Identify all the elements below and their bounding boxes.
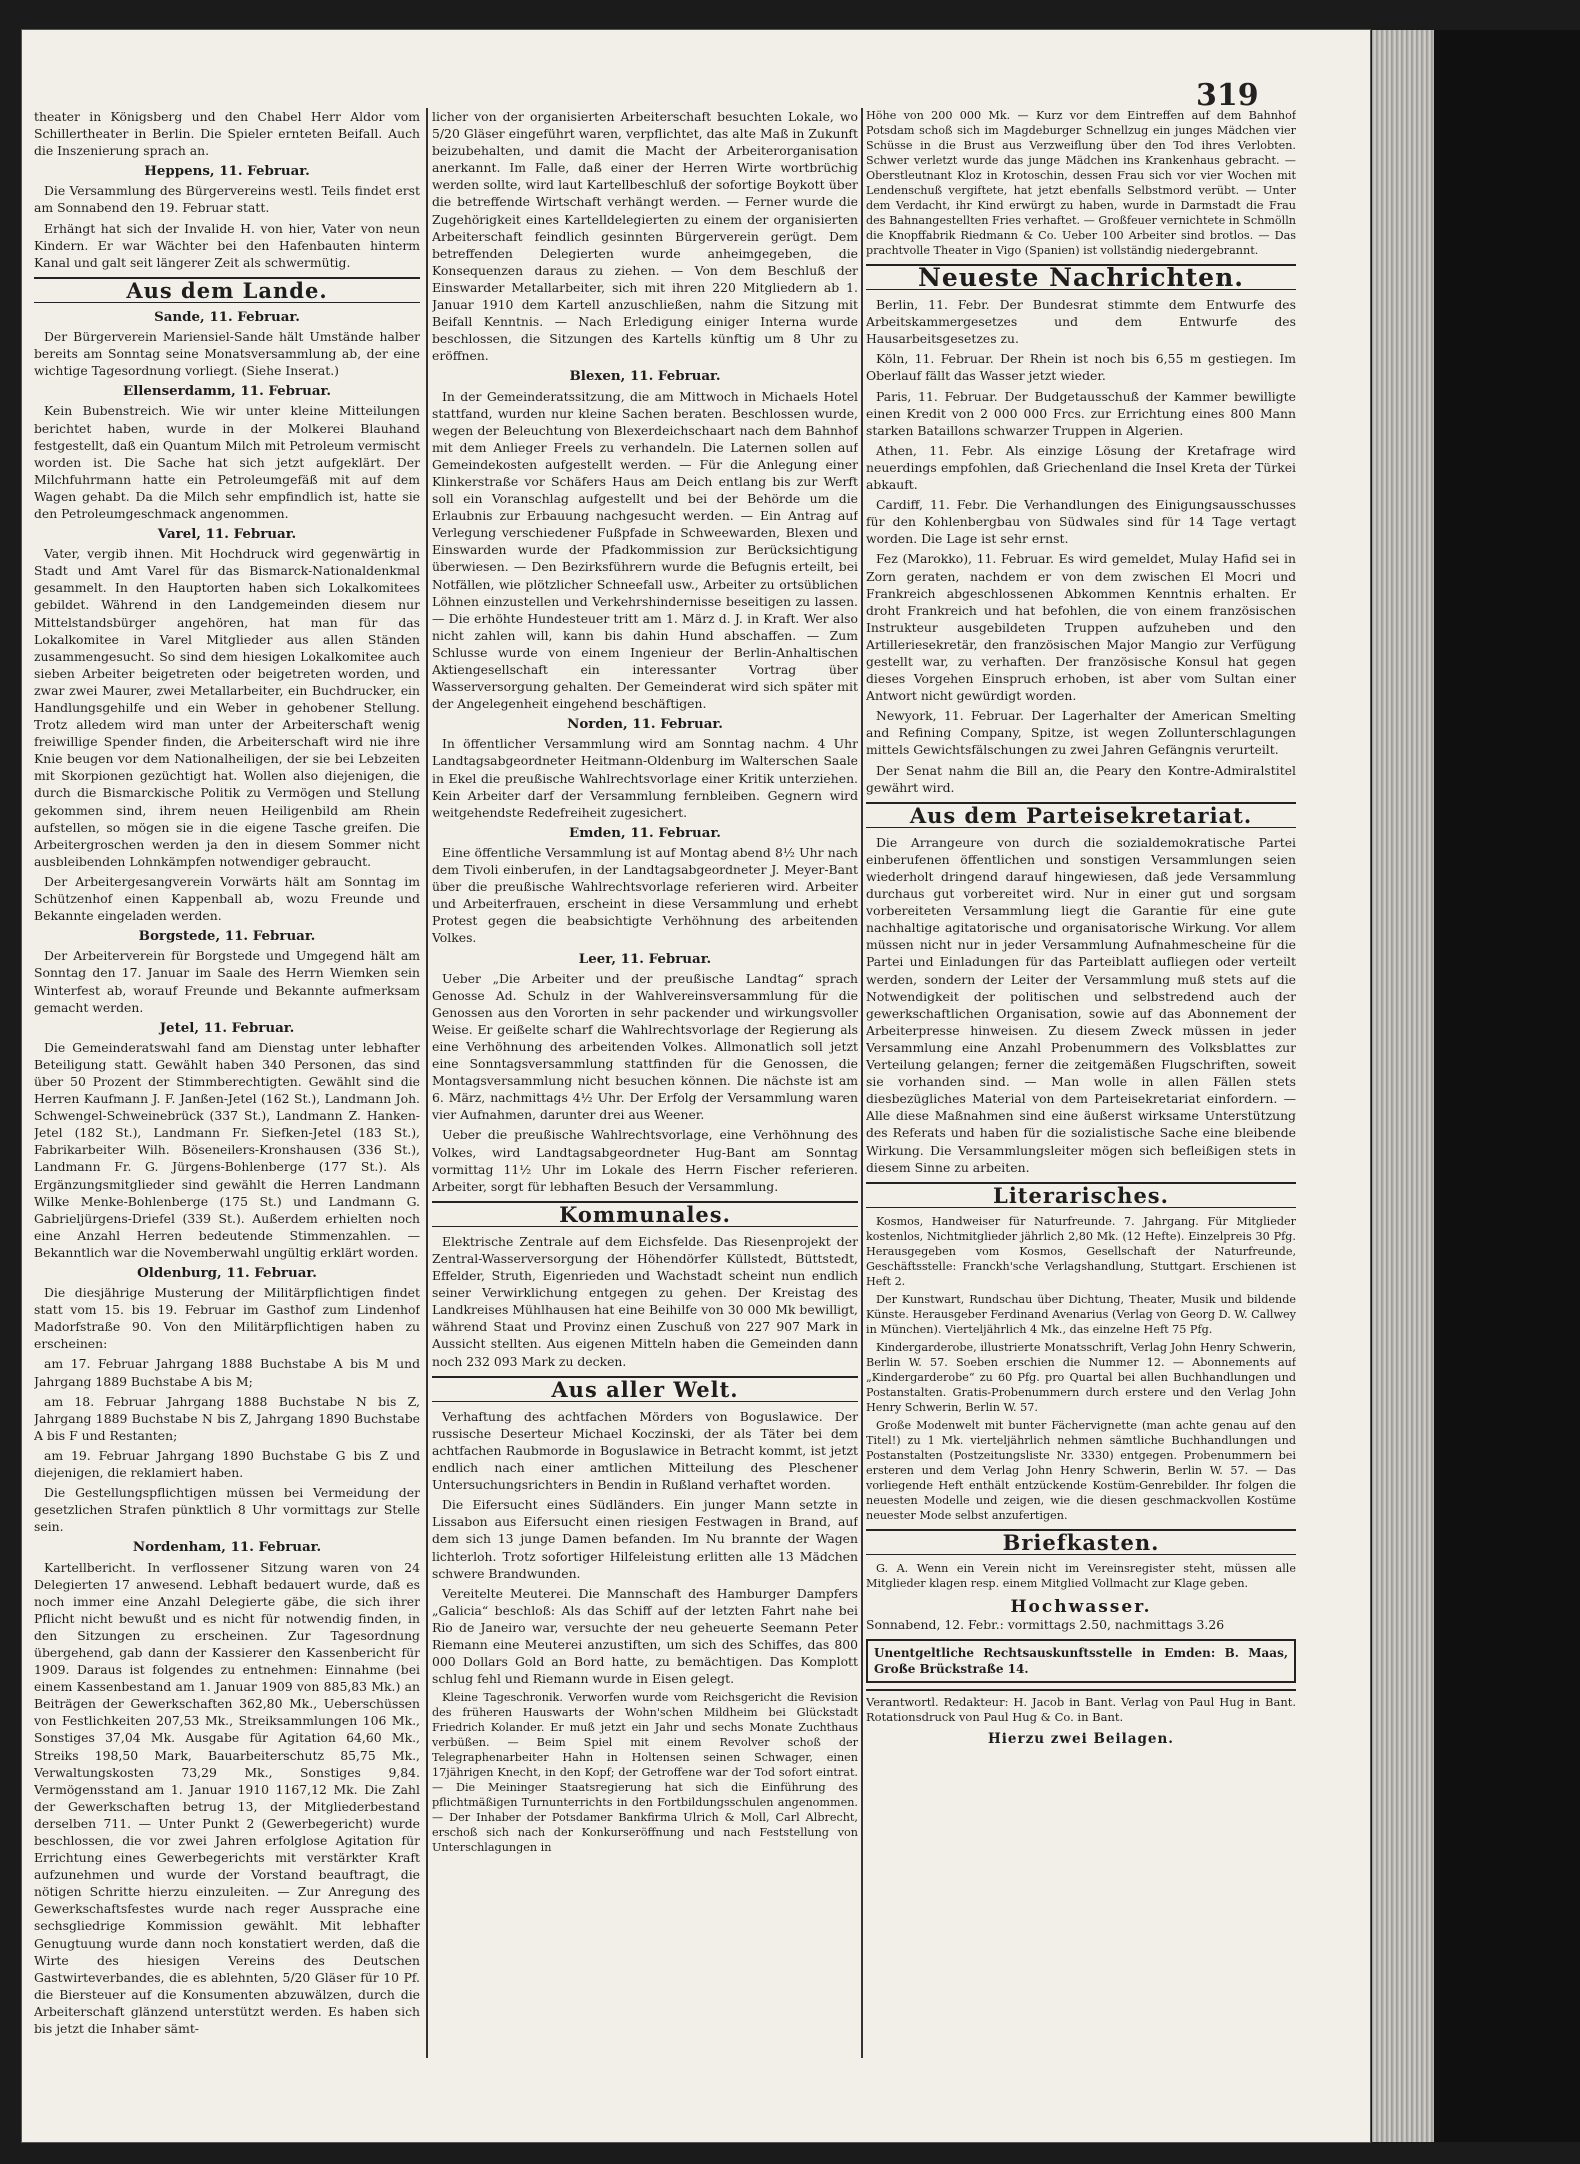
article-paragraph: theater in Königsberg und den Chabel Herr Aldor vom Schillertheater in Berlin. Die Spieler ernteten Beifall. Auch die Inszenierung sprach an. [34,109,420,159]
column-3 [866,108,1296,2028]
dateline-heading: Sande, 11. Februar. [154,308,300,325]
section-heading: Kommunales. [432,1201,858,1227]
article-paragraph: Erhängt hat sich der Invalide H. von hier, Vater von neun Kindern. Er war Wächter bei den Hafenbauten hinterm Kanal und galt seit längerer Zeit als schwermütig. [34,220,420,270]
article-paragraph: Vater, vergib ihnen. Mit Hochdruck wird gegenwärtig in Stadt und Amt Varel für das Bismarck-Nationaldenkmal gesammelt. In den Hauptorten haben sich Lokalkomitees gebildet. Während in den Landgemeinden diesem nur Mittelstandsbürger angehören, hat man für das Lokalkomitee in Varel Mitglieder aus allen Ständen zusammengesucht. So sind dem hiesigen Lokalkomitee auch sieben Arbeiter beigetreten oder beigetreten worden, und zwar zwei Maurer, zwei Metallarbeiter, ein Buchdrucker, ein Handlungsgehilfe und ein Weber in gehobener Stellung. Trotz alledem wird man unter der Arbeiterschaft wenig freiwillige Spender finden, die Arbeiterschaft wird nie ihre Knie beugen vor dem Nationalheiligen, der sie bei Lebzeiten mit Skorpionen gezüchtigt hat. Wollen also diejenigen, die durch die Bismarckische Politik zu Vermögen und Stellung gekommen sind, ihrem neuen Heiligenbild am Rhein aufstellen, so mögen sie in die eigene Tasche greifen. Die Arbeitergroschen werden ja den in diesem Sommer nicht ausbleibenden Lohnkämpfen notwendiger gebraucht. [34,546,420,869]
article-paragraph: Ueber die preußische Wahlrechtsvorlage, eine Verhöhnung des Volkes, wird Landtagsabgeordneter Hug-Bant am Sonntag vormittag 11½ Uhr im Lokale des Herrn Fischer referieren. Arbeiter, sorgt für lebhaften Besuch der Versammlung. [432,1127,858,1194]
article-paragraph: Der Bürgerverein Mariensiel-Sande hält Umstände halber bereits am Sonntag seine Monatsversammlung ab, der eine wichtige Tagesordnung vorliegt. (Siehe Inserat.) [34,329,420,379]
dateline-heading: Oldenburg, 11. Februar. [137,1265,317,1281]
article-paragraph: Die Gestellungspflichtigen müssen bei Vermeidung der gesetzlichen Strafen pünktlich 8 Uhr vormittags zur Stelle sein. [34,1485,420,1535]
article-paragraph: Der Kunstwart, Rundschau über Dichtung, Theater, Musik und bildende Künste. Herausgeber Ferdinand Avenarius (Verlag von Georg D. W. Callwey in München). Vierteljährlich 4 Mk., das einzelne Heft 75 Pfg. [866,1292,1296,1336]
column-rule-1 [426,108,428,2058]
dateline-heading: Ellenserdamm, 11. Februar. [122,383,332,400]
article-paragraph: Höhe von 200 000 Mk. — Kurz vor dem Eintreffen auf dem Bahnhof Potsdam schoß sich im Magdeburger Schnellzug ein junges Mädchen vier Schüsse in die Brust aus Verzweiflung über den Tod ihres Verlobten. Schwer verletzt wurde das junge Mädchen ins Krankenhaus gebracht. — Oberstleutnant Kloz in Krotoschin, dessen Frau sich vor vier Wochen mit Lendenschuß vergiftete, hat jetzt ebenfalls Selbstmord verübt. — Unter dem Verdacht, ihr Kind erwürgt zu haben, wurde in Darmstadt die Frau des Bahnangestellten Fries verhaftet. — Großfeuer vernichtete in Schmölln die Knopffabrik Riedmann & Co. Ueber 100 Arbeiter sind brotlos. — Das prachtvolle Theater in Vigo (Spanien) ist vollständig niedergebrannt. [866,109,1296,257]
article-paragraph: Vereitelte Meuterei. Die Mannschaft des Hamburger Dampfers „Galicia“ beschloß: Als das Schiff auf der letzten Fahrt nahe bei Rio de Janeiro war, versuchte der neu geheuerte Seemann Peter Riemann eine Meuterei anzustiften, um sich des Schiffes, das 800 000 Dollars Gold an Bord hatte, zu bemächtigen. Das Komplott schlug fehl und Riemann wurde in Eisen gelegt. [432,1585,858,1687]
section-heading: Literarisches. [866,1182,1296,1208]
column-rule-2 [861,108,863,2058]
article-paragraph: Die Versammlung des Bürgervereins westl. Teils findet erst am Sonnabend den 19. Februar statt. [34,183,420,216]
article-paragraph: Kosmos, Handweiser für Naturfreunde. 7. Jahrgang. Für Mitglieder kostenlos, Nichtmitglieder jährlich 2,80 Mk. (12 Hefte). Einzelpreis 30 Pfg. Herausgegeben vom Kosmos, Gesellschaft der Naturfreunde, Geschäftsstelle: Franckh'sche Verlagshandlung, Stuttgart. Erschienen ist Heft 2. [866,1214,1296,1288]
article-paragraph: Der Arbeiterverein für Borgstede und Umgegend hält am Sonntag den 17. Januar im Saale des Herrn Wiemken sein Winterfest ab, worauf Freunde und Bekannte aufmerksam gemacht werden. [34,948,420,1015]
article-paragraph: Köln, 11. Februar. Der Rhein ist noch bis 6,55 m gestiegen. Im Oberlauf fällt das Wasser jetzt wieder. [866,351,1296,384]
article-paragraph: In öffentlicher Versammlung wird am Sonntag nachm. 4 Uhr Landtagsabgeordneter Heitmann-Oldenburg im Walterschen Saale in Ekel die preußische Wahlrechtsvorlage einer Kritik unterziehen. Kein Arbeiter darf der Versammlung fernbleiben. Gegnern wird weitgehendste Redefreiheit zugesichert. [432,736,858,820]
article-paragraph: Newyork, 11. Februar. Der Lagerhalter der American Smelting and Refining Company, Spitze, ist wegen Zollunterschlagungen mittels Gewichtsfälschungen zu zwei Jahren Gefängnis verurteilt. [866,708,1296,758]
imprint-line: Verantwortl. Redakteur: H. Jacob in Bant. Verlag von Paul Hug in Bant. Rotationsdruck von Paul Hug & Co. in Bant. [866,1689,1296,1725]
article-paragraph: Kleine Tageschronik. Verworfen wurde vom Reichsgericht die Revision des früheren Hauswarts der Wohn'schen Mildheim bei Glückstadt Friedrich Kolander. Er muß jetzt ein Jahr und sechs Monate Zuchthaus verbüßen. — Beim Spiel mit einem Revolver schoß der Telegraphenarbeiter Hahn in Holtensen seinen Schwager, einen 17jährigen Knecht, in den Kopf; der Getroffene war der Tod sofort eintrat. — Die Meininger Staatsregierung hat sich die Einführung des pflichtmäßigen Turnunterrichts in den Fortbildungsschulen angenommen. — Der Inhaber der Potsdamer Bankfirma Ulrich & Moll, Carl Albrecht, erschoß sich nach der Konkurseröffnung und nach Feststellung von Unterschlagungen in [432,1691,858,1855]
dateline-heading: Borgstede, 11. Februar. [138,928,316,945]
article-paragraph: Kindergarderobe, illustrierte Monatsschrift, Verlag John Henry Schwerin, Berlin W. 57. Soeben erschien die Nummer 12. — Abonnements auf „Kindergarderobe“ zu 60 Pfg. pro Quartal bei allen Buchhandlungen und Postanstalten. Gratis-Probenummern durch erstere und den Verlag John Henry Schwerin, Berlin W. 57. [866,1340,1296,1414]
article-paragraph: Die diesjährige Musterung der Militärpflichtigen findet statt vom 15. bis 19. Februar im Gasthof zum Lindenhof Madorfstraße 90. Von den Militärpflichtigen haben zu erscheinen: [34,1285,420,1352]
page-stack-edge [1372,30,1434,2142]
article-paragraph: Verhaftung des achtfachen Mörders von Boguslawice. Der russische Deserteur Michael Koczinski, der als Täter bei dem achtfachen Raubmorde in Boguslawice in Betracht kommt, ist jetzt endlich nach einer amtlichen Mitteilung des Pleschener Untersuchungsrichters in Bendin in Rußland verhaftet worden. [432,1408,858,1493]
dateline-heading: Nordenham, 11. Februar. [132,1539,322,1556]
article-paragraph: Paris, 11. Februar. Der Budgetausschuß der Kammer bewilligte einen Kredit von 2 000 000 Frcs. zur Errichtung eines 800 Mann starken Bataillons schwarzer Truppen in Algerien. [866,388,1296,438]
article-paragraph: Große Modenwelt mit bunter Fächervignette (man achte genau auf den Titel!) zu 1 Mk. vierteljährlich nehmen sämtliche Buchhandlungen und Postanstalten (Postzeitungsliste Nr. 3330) entgegen. Probenummern bei ersteren und dem Verlag John Henry Schwerin, Berlin W. 57. — Das vorliegende Heft enthält entzückende Kostüm-Genrebilder. Ihr folgen die neuesten Modelle und zeigen, wie die diesen geschmackvollen Kostüme neuester Mode selbst anzufertigen. [866,1418,1296,1522]
dateline-heading: Norden, 11. Februar. [567,716,723,733]
section-heading: Aus dem Lande. [34,277,420,303]
dateline-heading: Varel, 11. Februar. [157,526,297,543]
article-paragraph: Cardiff, 11. Febr. Die Verhandlungen des Einigungsausschusses für den Kohlenbergbau von Südwales sind für 14 Tage vertagt worden. Die Lage ist sehr ernst. [866,497,1296,547]
article-paragraph: Kartellbericht. In verflossener Sitzung waren von 24 Delegierten 17 anwesend. Lebhaft bedauert wurde, daß es noch immer eine Anzahl Delegierte gäbe, die sich ihrer Pflicht nicht bewußt und es nicht für notwendig finden, in den Sitzungen zu erscheinen. Zur Tagesordnung übergehend, gab dann der Kassierer den Kassenbericht für 1909. Daraus ist folgendes zu entnehmen: Einnahme (bei einem Kassenbestand am 1. Januar 1909 von 885,83 Mk.) an Beiträgen der Gewerkschaften 362,80 Mk., Ueberschüssen von Festlichkeiten 207,53 Mk., Streiksammlungen 106 Mk., Sonstiges 37,04 Mk. Ausgabe für Agitation 64,60 Mk., Streiks 198,50 Mark, Bauarbeiterschutz 85,75 Mk., Verwaltungskosten 73,29 Mk., Sonstiges 9,84. Vermögensstand am 1. Januar 1910 1167,12 Mk. Die Zahl der Gewerkschaften betrug 13, der Mitgliederbestand derselben 711. — Unter Punkt 2 (Gewerbegericht) wurde beschlossen, die vor zwei Jahren erfolglose Agitation für Errichtung eines Gewerbegerichts mit verstärkter Kraft aufzunehmen und wurde der Vorstand beauftragt, die nötigen Schritte hierzu einzuleiten. — Zur Anregung des Gewerkschaftsfestes wurde nach reger Aussprache eine sechsgliedrige Kommission gewählt. Mit lebhafter Genugtuung wurde dann noch konstatiert werden, daß die Wirte des hiesigen Vereins des Deutschen Gastwirteverbandes, die es ablehnten, 5/20 Gläser für 10 Pf. die Biersteuer auf die Konsumenten abzuwälzen, durch die Arbeiterschaft glänzend unterstützt werden. Es haben sich bis jetzt die Inhaber sämt- [34,1559,420,2037]
article-paragraph: Der Arbeitergesangverein Vorwärts hält am Sonntag im Schützenhof einen Kappenball ab, wozu Freunde und Bekannte eingeladen werden. [34,873,420,924]
article-paragraph: am 19. Februar Jahrgang 1890 Buchstabe G bis Z und diejenigen, die reklamiert haben. [34,1447,420,1481]
article-paragraph: In der Gemeinderatssitzung, die am Mittwoch in Michaels Hotel stattfand, wurden nur kleine Sachen beraten. Beschlossen wurde, wegen der Beleuchtung von Blexerdeichschaart nach dem Bahnhof mit dem Anlieger Freels zu verhandeln. Die Laternen sollen auf Gemeindekosten aufgestellt werden. — Für die Anlegung einer Klinkerstraße vor Schäfers Haus am Deich entlang bis zur Werft soll ein Voranschlag aufgestellt und bei der Behörde um die Erlaubnis zur Erbauung nachgesucht werden. — Ein Antrag auf Verlegung verschiedener Fußpfade in Schweewarden, Blexen und Einswarden wurde der Pfadkommission zur Berücksichtigung überwiesen. — Den Bezirksführern wurde die Befugnis erteilt, bei Notfällen, wie plötzlicher Schneefall usw., Arbeiter zu ortsüblichen Löhnen einzustellen und Verkehrshindernisse beseitigen zu lassen. — Die erhöhte Hundesteuer tritt am 1. März d. J. in Kraft. Wer also nicht zahlen will, kann bis dahin Hund abschaffen. — Zum Schlusse wurde von einem Ingenieur der Berlin-Anhaltischen Aktiengesellschaft ein interessanter Vortrag über Wasserversorgung gehalten. Der Gemeinderat wird sich später mit der Angelegenheit eingehend beschäftigen. [432,388,858,712]
dateline-heading: Heppens, 11. Februar. [144,163,310,180]
article-paragraph: Der Senat nahm die Bill an, die Peary den Kontre-Admiralstitel gewährt wird. [866,762,1296,795]
page-number: 319 [1196,78,1259,113]
article-paragraph: Sonnabend, 12. Febr.: vormittags 2.50, nachmittags 3.26 [866,1616,1225,1632]
article-paragraph: Fez (Marokko), 11. Februar. Es wird gemeldet, Mulay Hafid sei in Zorn geraten, nachdem er von dem zwischen El Mocri und Frankreich abgeschlossenen Abkommen Kenntnis erhalten. Er droht Frankreich und hat befohlen, die von einem französischen Instrukteur ausgebildeten Truppen aufzuheben und den Artilleriesekretär, den französischen Major Mangio zur Verfügung gestellt war, zu verhaften. Der französische Konsul hat gegen dieses Vorgehen Einspruch erhoben, ist aber vom Sultan einer Antwort nicht gewürdigt worden. [866,551,1296,704]
book-binding [1434,30,1580,2142]
dateline-heading: Emden, 11. Februar. [569,824,721,841]
article-paragraph: Kein Bubenstreich. Wie wir unter kleine Mitteilungen berichtet haben, wurde in der Molkerei Blauhand festgestellt, daß ein Quantum Milch mit Petroleum vermischt worden ist. Die Sache hat sich jetzt aufgeklärt. Der Milchfuhrmann hatte ein Petroleumgefäß mit auf dem Wagen gehabt. Da die Milch sehr empfindlich ist, hatte sie den Petroleumgeschmack angenommen. [34,403,420,521]
article-paragraph: Die Arrangeure von durch die sozialdemokratische Partei einberufenen öffentlichen und sonstigen Versammlungen seien wiederholt dringend darauf hingewiesen, daß jede Versammlung durchaus gut vorbereitet wird. Nur in einer gut und sorgsam vorbereiteten Versammlung liegt die Garantie für eine gute nachhaltige agitatorische und organisatorische Wirkung. Vor allem müssen nicht nur in jeder Versammlung Aufnahmescheine für die Partei und Einladungen für das Parteiblatt aufliegen oder verteilt werden, sondern der Leiter der Versammlung muß stets auf die Notwendigkeit der politischen und selbstredend auch der gewerkschaftlichen Organisation, sowie auf das Abonnement der Arbeiterpresse hinweisen. Zu diesem Zweck müssen in jeder Versammlung eine Anzahl Probenummern des Volksblattes zur Verteilung gelangen; ferner die zeitgemäßen Flugschriften, soweit sie vorhanden sind. — Man wolle in allen Fällen stets diesbezügliches Material von dem Parteisekretariat einfordern. — Alle diese Maßnahmen sind eine äußerst wirksame Unterstützung des Referats und haben für die sozialistische Sache eine bleibende Wirkung. Die Versammlungsleiter mögen sich befleißigen stets in diesem Sinne zu arbeiten. [866,834,1296,1175]
section-heading: Hochwasser. [1010,1596,1152,1617]
article-paragraph: Berlin, 11. Febr. Der Bundesrat stimmte dem Entwurfe des Arbeitskammergesetzes und dem Entwurfe des Hausarbeitsgesetzes zu. [866,297,1296,347]
column-2 [432,108,858,2068]
column-1 [34,108,420,2068]
dateline-heading: Jetel, 11. Februar. [159,1019,295,1036]
section-heading: Aus dem Parteisekretariat. [866,802,1296,828]
article-paragraph: Ueber „Die Arbeiter und der preußische Landtag“ sprach Genosse Ad. Schulz in der Wahlvereinsversammlung für die Genossen aus den Vororten in sehr packender und wirkungsvoller Weise. Er geißelte scharf die Wahlrechtsvorlage der Regierung als eine Verhöhnung des arbeitenden Volkes. Allmonatlich soll jetzt eine Sonntagsversammlung stattfinden für die Genossen, die Montagsversammlung nicht besuchen können. Die nächste ist am 6. März, nachmittags 4½ Uhr. Der Erfolg der Versammlung waren vier Aufnahmen, darunter drei aus Weener. [432,970,858,1123]
article-paragraph: Athen, 11. Febr. Als einzige Lösung der Kretafrage wird neuerdings empfohlen, daß Griechenland die Insel Kreta der Türkei abkauft. [866,442,1296,493]
article-paragraph: Die Gemeinderatswahl fand am Dienstag unter lebhafter Beteiligung statt. Gewählt haben 340 Personen, das sind über 50 Prozent der Stimmberechtigten. Gewählt sind die Herren Kaufmann J. F. Janßen-Jetel (162 St.), Landmann Joh. Schwengel-Schweinebrück (337 St.), Landmann Z. Hanken-Jetel (182 St.), Landmann Fr. Siefken-Jetel (183 St.), Fabrikarbeiter Wilh. Böseneilers-Kronshausen (336 St.), Landmann Fr. G. Jürgens-Bohlenberge (177 St.). Als Ergänzungsmitglieder sind gewählt die Herren Landmann Wilke Menke-Bohlenberge (175 St.) und Landmann G. Gabrieljürgens-Driefel (339 St.). Außerdem erhielten noch eine Anzahl Herren bedeutende Stimmenzahlen. — Bekanntlich war die Novemberwahl ungültig erklärt worden. [34,1039,420,1260]
article-paragraph: am 18. Februar Jahrgang 1888 Buchstabe N bis Z, Jahrgang 1889 Buchstabe N bis Z, Jahrgang 1890 Buchstabe A bis F und Restanten; [34,1393,420,1443]
article-paragraph: am 17. Februar Jahrgang 1888 Buchstabe A bis M und Jahrgang 1889 Buchstabe A bis M; [34,1356,420,1389]
article-paragraph: licher von der organisierten Arbeiterschaft besuchten Lokale, wo 5/20 Gläser eingeführt waren, verpflichtet, das alte Maß in Zukunft beizubehalten, und damit die Macht der Arbeiterorganisation anerkannt. Im Falle, daß einer der Herren Wirte wortbrüchig werden sollte, wird laut Kartellbeschluß der sofortige Boykott über die betreffende Wirtschaft verhängt werden. — Ferner wurde die Zugehörigkeit eines Kartelldelegierten zu einem der organisierten Arbeiterschaft feindlich gesinnten Bürgerverein gerügt. Dem betreffenden Delegierten wurde anheimgegeben, die Konsequenzen daraus zu ziehen. — Von dem Beschluß der Einswarder Metallarbeiter, sich mit ihren 220 Mitgliedern ab 1. Januar 1910 dem Kartell anzuschließen, nahm die Sitzung mit Beifall Kenntnis. — Nach Erledigung einiger Interna wurde beschlossen, die Sitzungen des Kartells künftig um 8 Uhr zu eröffnen. [432,109,858,364]
supplement-note: Hierzu zwei Beilagen. [987,1731,1175,1748]
article-paragraph: Eine öffentliche Versammlung ist auf Montag abend 8½ Uhr nach dem Tivoli einberufen, in der Landtagsabgeordneter J. Meyer-Bant über die preußische Wahlrechtsvorlage referieren wird. Arbeiter und Arbeiterfrauen, erscheint in diese Versammlung und erhebt Protest gegen die beabsichtigte Verhöhnung des arbeitenden Volkes. [432,844,858,946]
article-paragraph: G. A. Wenn ein Verein nicht im Vereinsregister steht, müssen alle Mitglieder klagen resp. einem Mitglied Vollmacht zur Klage geben. [866,1561,1296,1590]
section-heading: Aus aller Welt. [432,1376,858,1402]
dateline-heading: Blexen, 11. Februar. [569,368,721,385]
dateline-heading: Leer, 11. Februar. [578,950,712,967]
notice-box: Unentgeltliche Rechtsauskunftsstelle in Emden: B. Maas, Große Brückstraße 14. [866,1639,1296,1683]
section-heading: Briefkasten. [866,1529,1296,1555]
article-paragraph: Elektrische Zentrale auf dem Eichsfelde. Das Riesenprojekt der Zentral-Wasserversorgung der Höhendörfer Küllstedt, Büttstedt, Effelder, Struth, Eigenrieden und Wachstadt scheint nun endlich seiner Verwirklichung entgegen zu gehen. Der Kreistag des Landkreises Mühlhausen hat eine Beihilfe von 30 000 Mk bewilligt, während Staat und Provinz einen Zuschuß von 227 907 Mark in Aussicht stellten. Aus eigenen Mitteln haben die Gemeinden dann noch 232 093 Mark zu decken. [432,1233,858,1369]
section-heading: Neueste Nachrichten. [866,264,1296,290]
article-paragraph: Die Eifersucht eines Südländers. Ein junger Mann setzte in Lissabon aus Eifersucht einen riesigen Festwagen in Brand, auf dem sich 13 junge Damen befanden. Im Nu brannte der Wagen lichterloh. Trotz sofortiger Hilfeleistung erlitten alle 13 Mädchen schwere Brandwunden. [432,1497,858,1581]
